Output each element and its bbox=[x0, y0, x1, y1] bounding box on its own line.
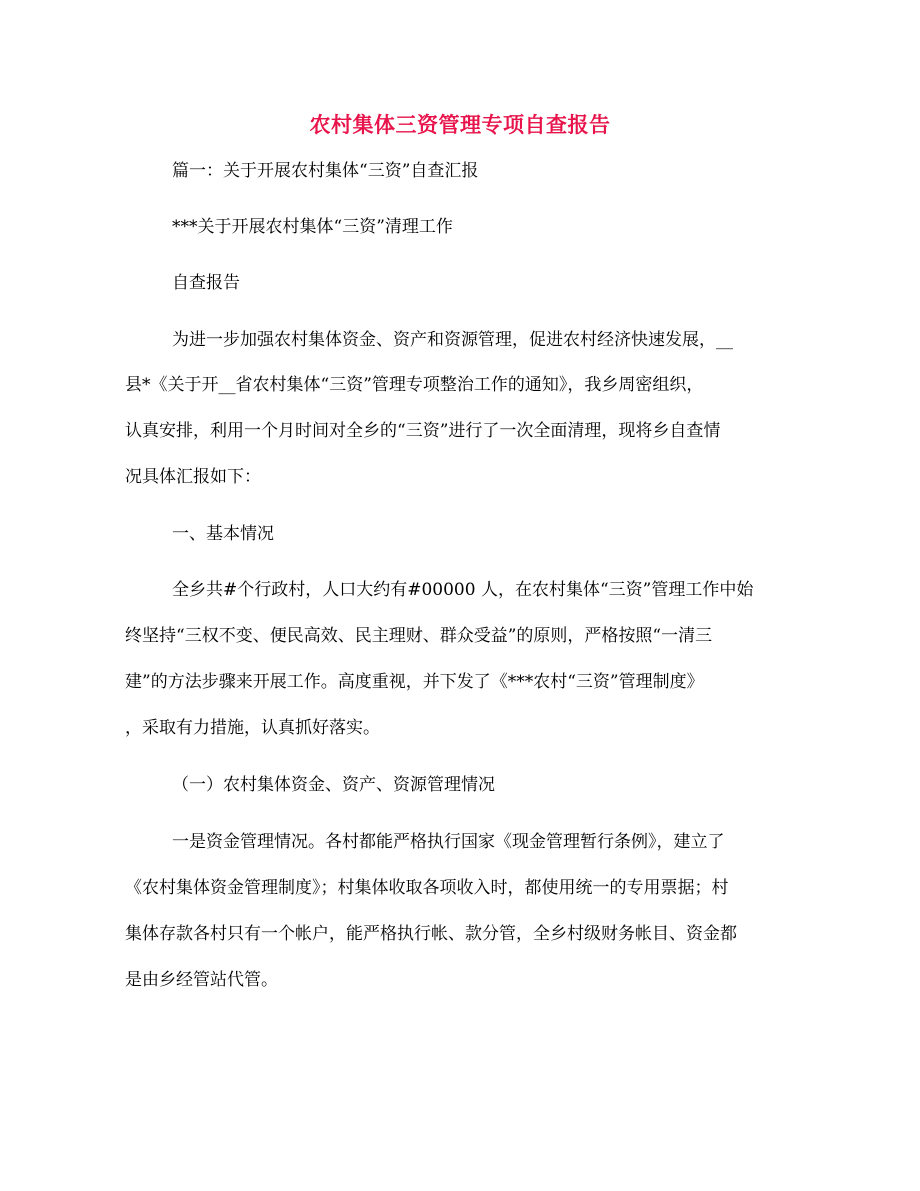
paragraph-line: 终坚持“三权不变、便民高效、民主理财、群众受益”的原则，严格按照“一清三 bbox=[125, 626, 713, 646]
document-title: 农村集体三资管理专项自查报告 bbox=[309, 113, 611, 137]
paragraph-line: 为进一步加强农村集体资金、资产和资源管理，促进农村经济快速发展，__ bbox=[172, 330, 733, 350]
section-heading: 一、基本情况 bbox=[172, 524, 274, 544]
paragraph-line: ，采取有力措施，认真抓好落实。 bbox=[125, 718, 380, 738]
paragraph-line: 是由乡经管站代管。 bbox=[125, 970, 278, 990]
paragraph-line: ***关于开展农村集体“三资”清理工作 bbox=[172, 217, 453, 237]
paragraph-line: 况具体汇报如下： bbox=[125, 467, 261, 487]
subsection-heading: （一）农村集体资金、资产、资源管理情况 bbox=[172, 775, 495, 795]
paragraph-line: 《农村集体资金管理制度》；村集体收取各项收入时，都使用统一的专用票据；村 bbox=[125, 878, 729, 898]
paragraph-line: 全乡共#个行政村，人口大约有#00000 人，在农村集体“三资”管理工作中始 bbox=[172, 580, 754, 600]
paragraph-line: 建”的方法步骤来开展工作。高度重视，并下发了《***农村“三资”管理制度》 bbox=[125, 672, 704, 692]
paragraph-line: 认真安排，利用一个月时间对全乡的“三资”进行了一次全面清理，现将乡自查情 bbox=[125, 421, 721, 441]
paragraph-line: 一是资金管理情况。各村都能严格执行国家《现金管理暂行条例》，建立了 bbox=[172, 832, 725, 852]
paragraph-line: 自查报告 bbox=[172, 273, 240, 293]
paragraph-line: 集体存款各村只有一个帐户，能严格执行帐、款分管，全乡村级财务帐目、资金都 bbox=[125, 924, 737, 944]
paragraph-line: 县*《关于开__省农村集体“三资”管理专项整治工作的通知》，我乡周密组织， bbox=[125, 375, 704, 395]
paragraph-line: 篇一：关于开展农村集体“三资”自查汇报 bbox=[172, 161, 479, 181]
